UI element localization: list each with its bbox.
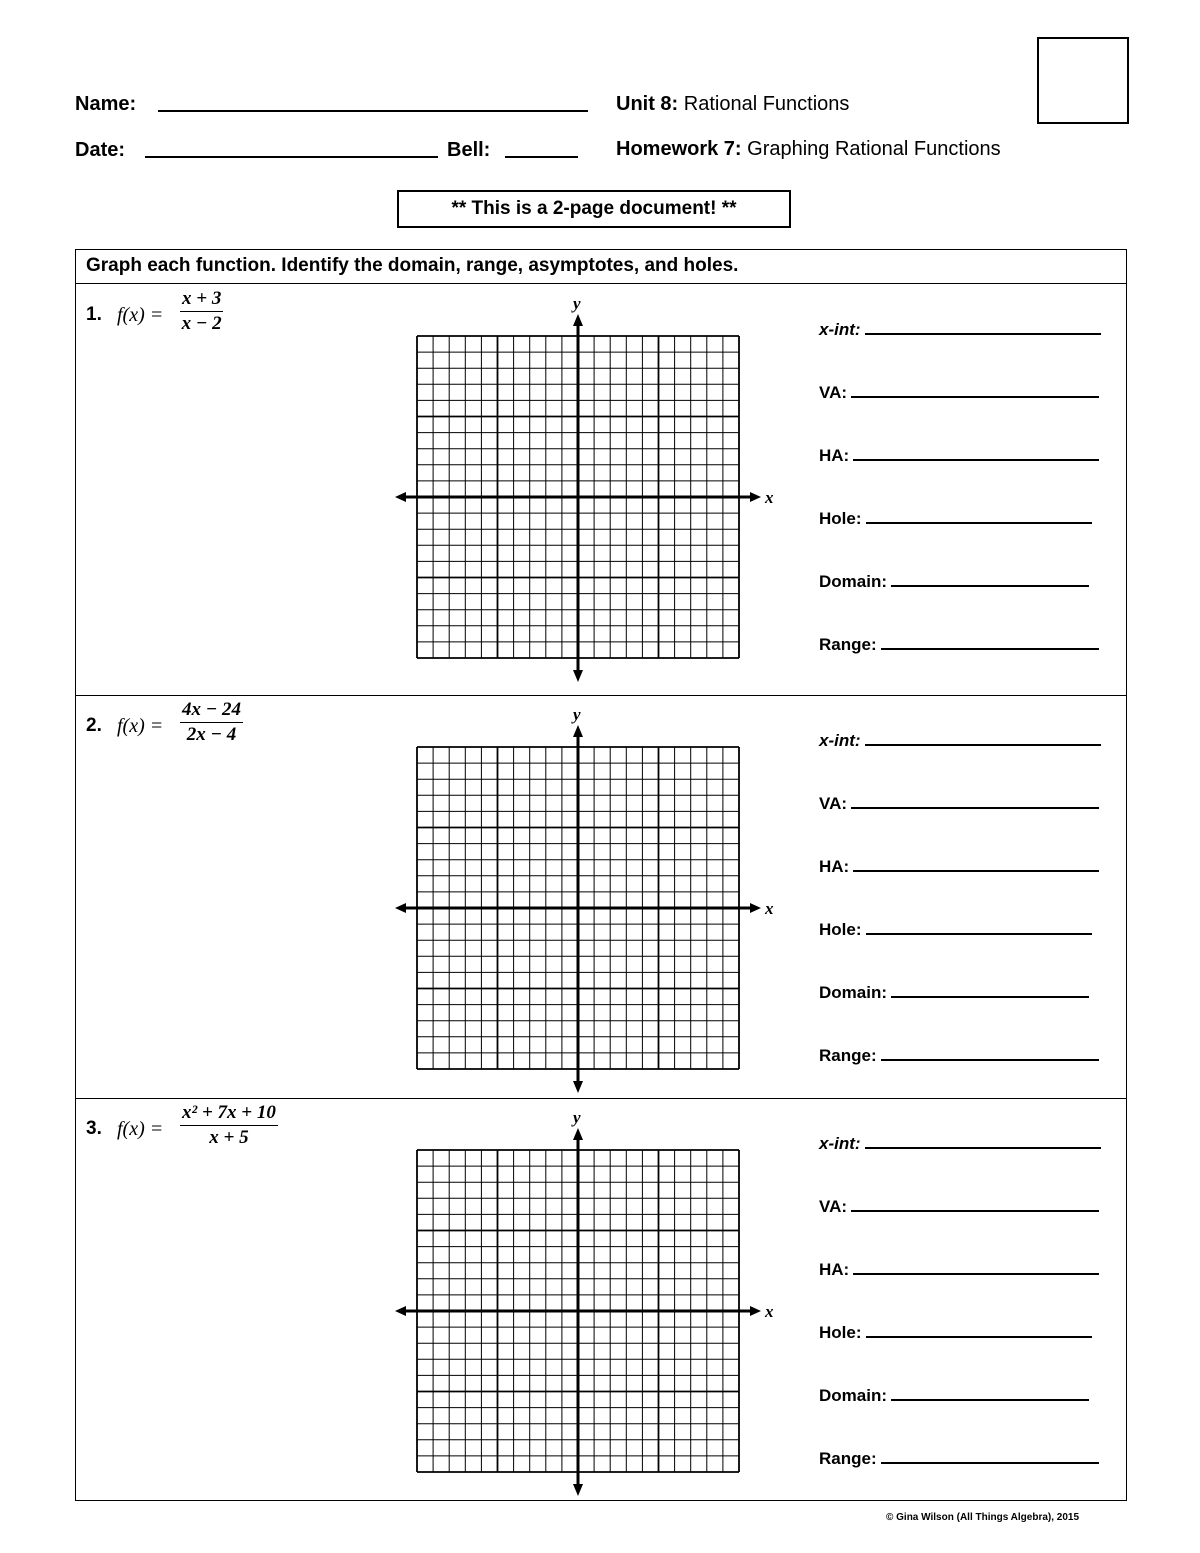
answer-blank[interactable] <box>881 1043 1099 1061</box>
numerator: x + 3 <box>180 288 223 312</box>
homework-title: Graphing Rational Functions <box>747 138 1001 160</box>
function-fraction <box>180 288 223 335</box>
field-label: HA: <box>819 857 850 876</box>
ha-field <box>819 1257 1099 1280</box>
homework-label: Homework 7: <box>616 138 742 160</box>
field-label: Range: <box>819 635 877 654</box>
numerator: 4x − 24 <box>180 699 243 723</box>
grid-svg <box>395 1100 795 1503</box>
answer-blank[interactable] <box>866 917 1092 935</box>
function-prefix: f(x) = <box>117 1118 164 1140</box>
y-axis-label: y <box>573 1108 581 1127</box>
field-label: x-int: <box>819 1134 861 1153</box>
name-label: Name: <box>75 93 137 115</box>
domain-field <box>819 1383 1089 1406</box>
problem-number: 2. <box>86 715 102 736</box>
field-label: Domain: <box>819 983 887 1002</box>
answer-blank[interactable] <box>865 728 1101 746</box>
answer-blank[interactable] <box>881 1446 1099 1464</box>
field-label: Domain: <box>819 1386 887 1405</box>
function-fraction <box>180 1102 278 1149</box>
denominator: x − 2 <box>181 313 222 334</box>
field-label: x-int: <box>819 731 861 750</box>
answer-blank[interactable] <box>851 791 1099 809</box>
function-prefix: f(x) = <box>117 304 164 326</box>
x-int-field <box>819 317 1101 340</box>
date-label: Date: <box>75 139 126 161</box>
hole-field <box>819 917 1092 940</box>
function-prefix: f(x) = <box>117 715 164 737</box>
field-label: VA: <box>819 794 848 813</box>
x-axis-arrow-left <box>395 492 406 502</box>
y-axis-arrow-up <box>573 1128 583 1140</box>
unit-title: Rational Functions <box>683 93 850 115</box>
x-axis-label: x <box>765 488 774 507</box>
hole-field <box>819 1320 1092 1343</box>
x-axis-arrow-left <box>395 1306 406 1316</box>
va-field <box>819 380 1099 403</box>
coordinate-grid[interactable] <box>395 286 795 694</box>
instructions: Graph each function. Identify the domain, range, asymptotes, and holes. <box>86 255 739 276</box>
y-axis-arrow-up <box>573 725 583 737</box>
x-int-field <box>819 1131 1101 1154</box>
name-blank[interactable] <box>158 110 588 112</box>
field-label: Range: <box>819 1046 877 1065</box>
hole-field <box>819 506 1092 529</box>
problem-2 <box>75 697 1127 1100</box>
answer-blank[interactable] <box>851 1194 1099 1212</box>
field-label: Hole: <box>819 920 862 939</box>
bell-blank[interactable] <box>505 156 578 158</box>
answer-blank[interactable] <box>851 380 1099 398</box>
field-label: Hole: <box>819 509 862 528</box>
range-field <box>819 1446 1099 1469</box>
y-axis-arrow-up <box>573 314 583 326</box>
divider <box>75 283 1127 284</box>
va-field <box>819 1194 1099 1217</box>
ha-field <box>819 854 1099 877</box>
field-label: VA: <box>819 1197 848 1216</box>
field-label: Range: <box>819 1449 877 1468</box>
bell-label: Bell: <box>447 139 491 161</box>
answer-blank[interactable] <box>853 443 1099 461</box>
problem-number: 1. <box>86 304 102 325</box>
x-axis-arrow-right <box>750 903 761 913</box>
problem-number: 3. <box>86 1118 102 1139</box>
x-axis-arrow-right <box>750 492 761 502</box>
answer-blank[interactable] <box>891 1383 1089 1401</box>
two-page-notice: ** This is a 2-page document! ** <box>397 190 791 228</box>
y-axis-label: y <box>573 294 581 313</box>
va-field <box>819 791 1099 814</box>
range-field <box>819 632 1099 655</box>
field-label: VA: <box>819 383 848 402</box>
x-int-field <box>819 728 1101 751</box>
range-field <box>819 1043 1099 1066</box>
x-axis-arrow-left <box>395 903 406 913</box>
coordinate-grid[interactable] <box>395 1100 795 1508</box>
function-fraction <box>180 699 243 746</box>
problem-1 <box>75 286 1127 689</box>
field-label: HA: <box>819 1260 850 1279</box>
copyright: © Gina Wilson (All Things Algebra), 2015 <box>886 1512 1080 1523</box>
unit-heading <box>616 92 849 116</box>
field-label: x-int: <box>819 320 861 339</box>
x-axis-label: x <box>765 1302 774 1321</box>
y-axis-label: y <box>573 705 581 724</box>
coordinate-grid[interactable] <box>395 697 795 1105</box>
answer-blank[interactable] <box>866 506 1092 524</box>
answer-blank[interactable] <box>881 632 1099 650</box>
answer-blank[interactable] <box>865 1131 1101 1149</box>
x-axis-label: x <box>765 899 774 918</box>
domain-field <box>819 569 1089 592</box>
answer-blank[interactable] <box>891 980 1089 998</box>
homework-heading <box>616 137 1001 161</box>
problem-3 <box>75 1100 1127 1503</box>
ha-field <box>819 443 1099 466</box>
field-label: Domain: <box>819 572 887 591</box>
denominator: 2x − 4 <box>186 724 237 745</box>
numerator: x² + 7x + 10 <box>180 1102 278 1126</box>
y-axis-arrow-down <box>573 1081 583 1093</box>
y-axis-arrow-down <box>573 670 583 682</box>
domain-field <box>819 980 1089 1003</box>
divider <box>75 695 1127 696</box>
answer-blank[interactable] <box>866 1320 1092 1338</box>
y-axis-arrow-down <box>573 1484 583 1496</box>
field-label: Hole: <box>819 1323 862 1342</box>
denominator: x + 5 <box>209 1127 249 1148</box>
grid-svg <box>395 697 795 1100</box>
grid-svg <box>395 286 795 689</box>
unit-label: Unit 8: <box>616 93 679 115</box>
x-axis-arrow-right <box>750 1306 761 1316</box>
answer-blank[interactable] <box>853 1257 1099 1275</box>
answer-blank[interactable] <box>891 569 1089 587</box>
date-blank[interactable] <box>145 156 438 158</box>
answer-blank[interactable] <box>853 854 1099 872</box>
score-box[interactable] <box>1037 37 1129 124</box>
answer-blank[interactable] <box>865 317 1101 335</box>
field-label: HA: <box>819 446 850 465</box>
